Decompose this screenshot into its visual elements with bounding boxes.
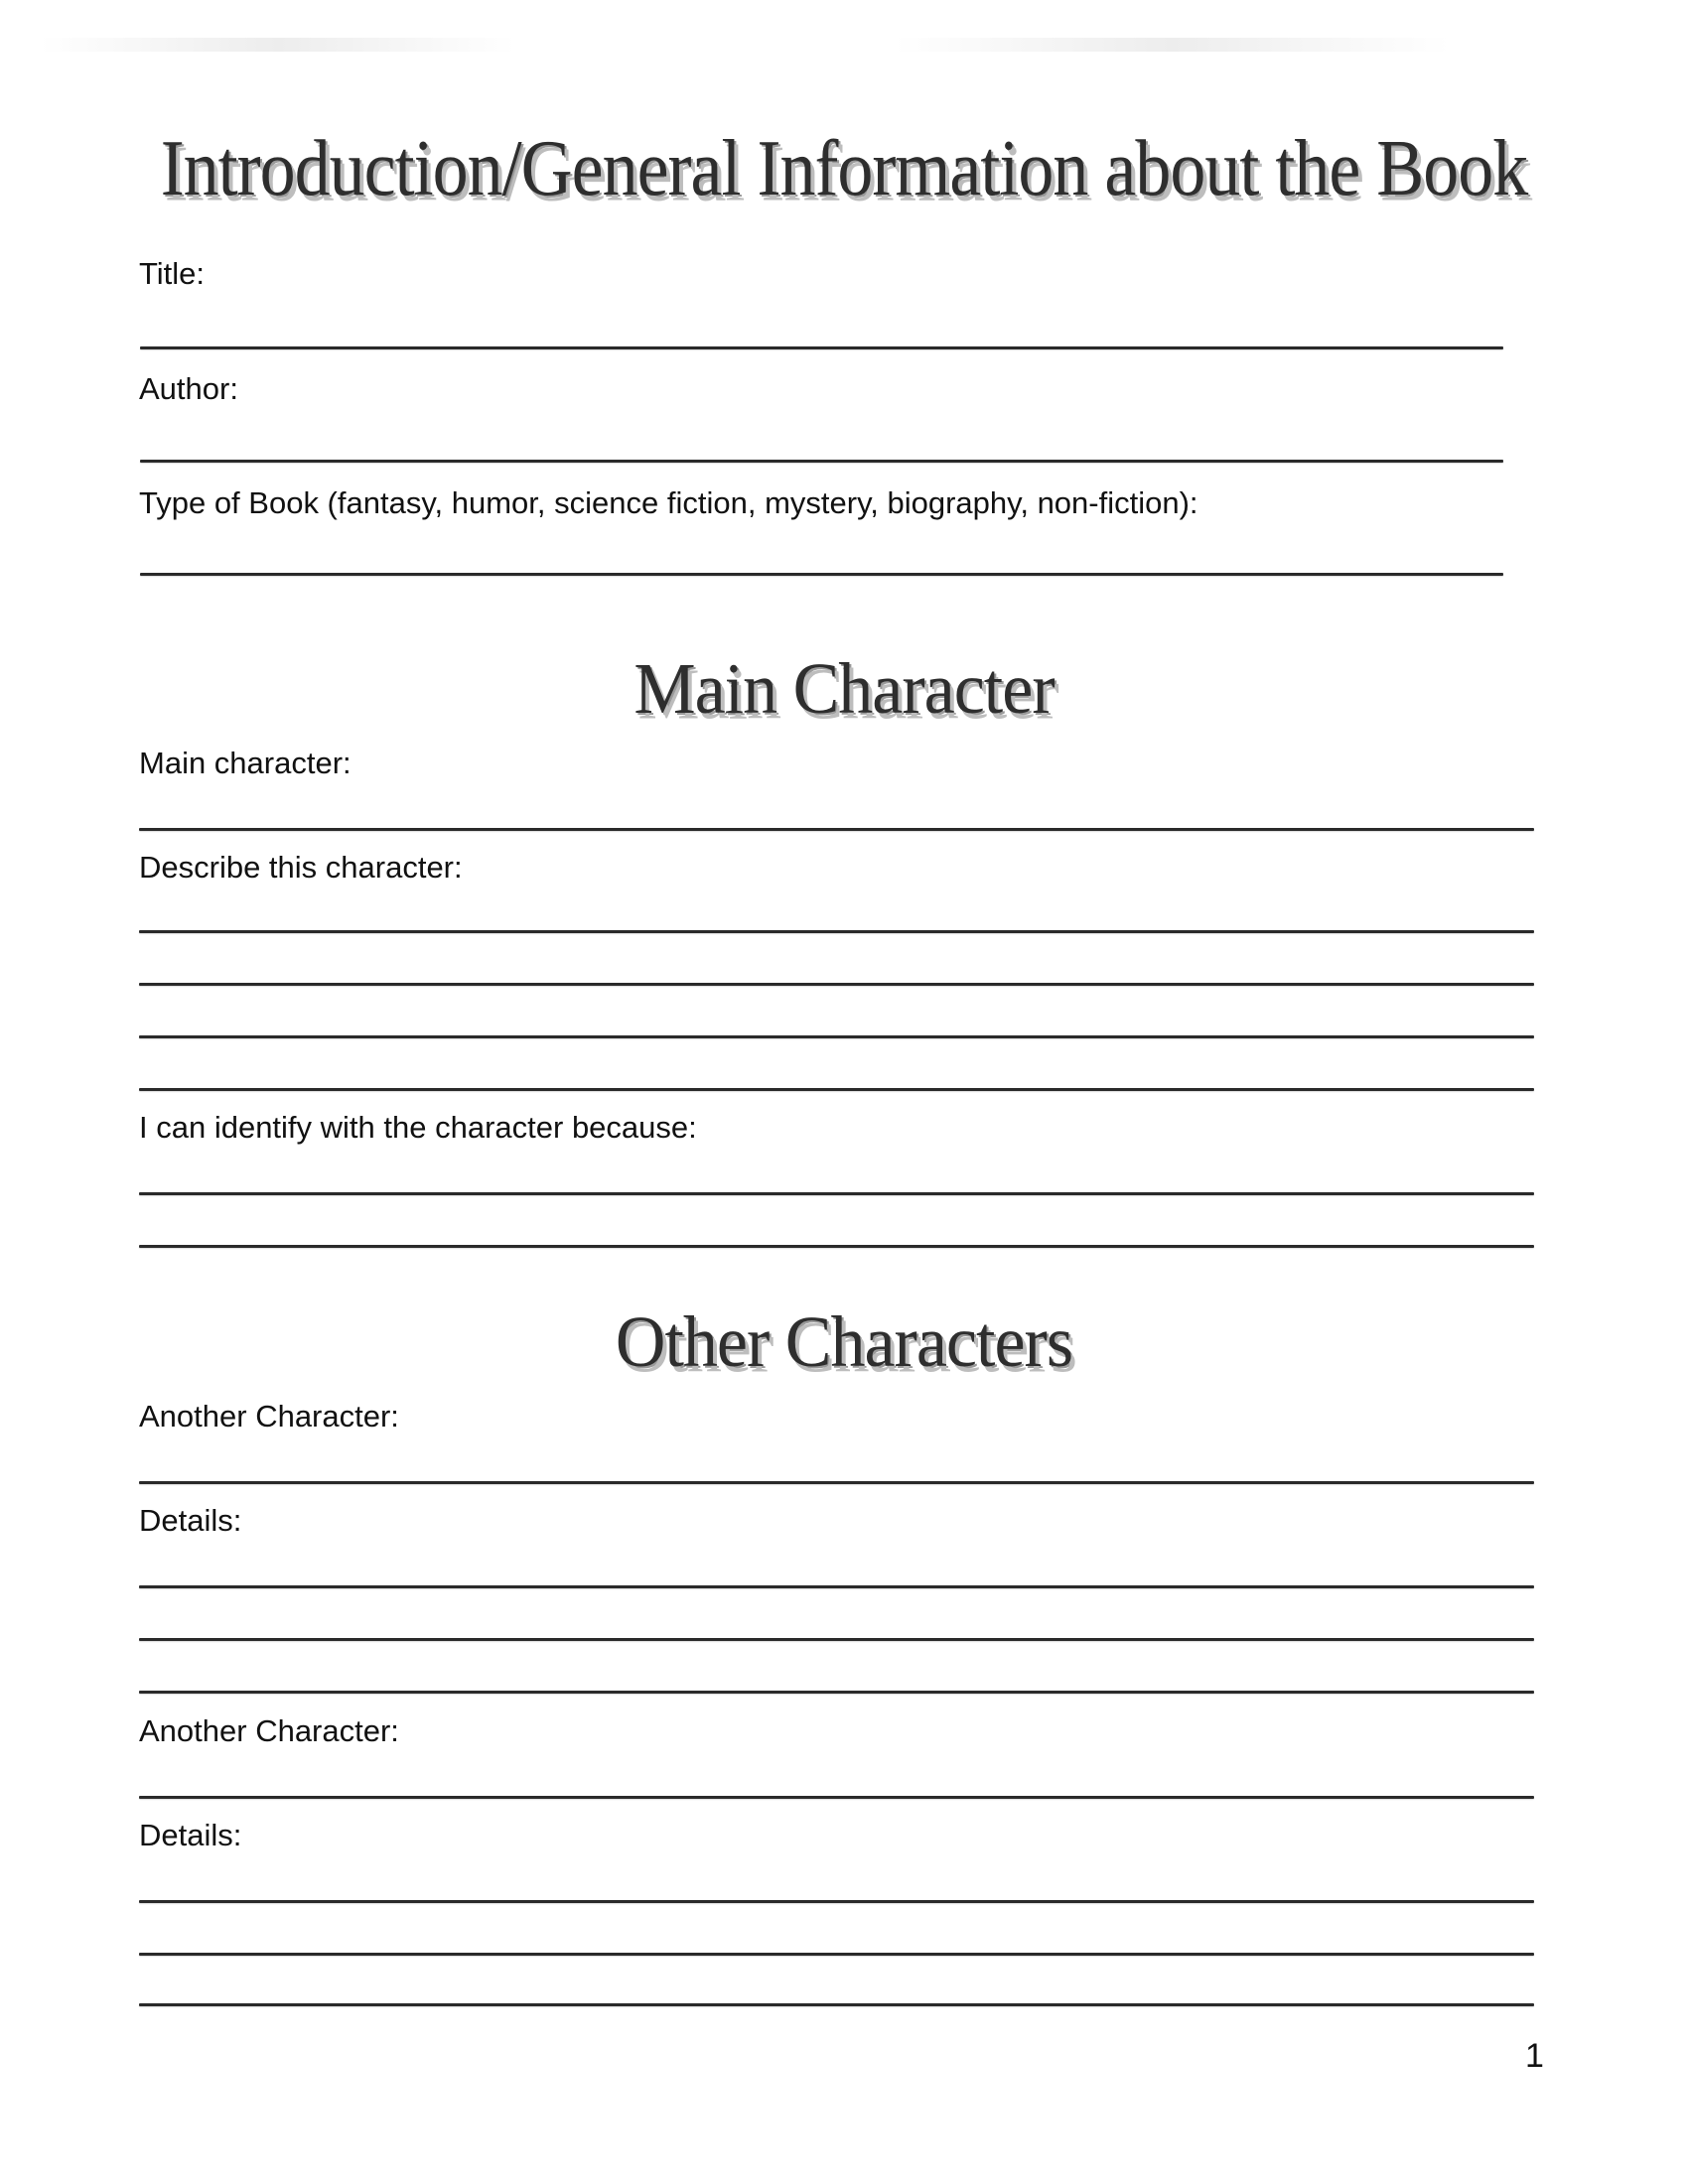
details-1-answer-line-3[interactable]	[139, 1691, 1534, 1694]
section-heading-intro: Introduction/General Information about the Book	[160, 123, 1528, 212]
main-character-answer-line[interactable]	[139, 828, 1534, 831]
scan-artifact	[40, 38, 516, 52]
main-character-label: Main character:	[139, 746, 352, 780]
another-character-answer-line-1[interactable]	[139, 1481, 1534, 1484]
details-2-answer-line-2[interactable]	[139, 1953, 1534, 1956]
describe-answer-line-4[interactable]	[139, 1088, 1534, 1091]
details-2-answer-line-3[interactable]	[139, 2003, 1534, 2006]
type-of-book-answer-line[interactable]	[140, 573, 1503, 576]
details-label-2: Details:	[139, 1818, 242, 1852]
title-label: Title:	[139, 256, 206, 291]
details-2-answer-line-1[interactable]	[139, 1900, 1534, 1903]
title-answer-line[interactable]	[140, 346, 1503, 349]
author-answer-line[interactable]	[140, 460, 1503, 463]
another-character-label-1: Another Character:	[139, 1399, 399, 1433]
section-heading-other-characters: Other Characters	[615, 1302, 1073, 1383]
details-1-answer-line-1[interactable]	[139, 1585, 1534, 1588]
describe-answer-line-1[interactable]	[139, 930, 1534, 933]
identify-answer-line-1[interactable]	[139, 1192, 1534, 1195]
section-heading-main-character: Main Character	[633, 649, 1055, 730]
details-1-answer-line-2[interactable]	[139, 1638, 1534, 1641]
page-number: 1	[1525, 2037, 1544, 2075]
describe-character-label: Describe this character:	[139, 850, 463, 885]
identify-with-character-label: I can identify with the character because:	[139, 1110, 697, 1145]
scan-artifact	[894, 38, 1450, 52]
another-character-label-2: Another Character:	[139, 1713, 399, 1748]
describe-answer-line-2[interactable]	[139, 983, 1534, 986]
details-label-1: Details:	[139, 1503, 242, 1538]
another-character-answer-line-2[interactable]	[139, 1796, 1534, 1799]
identify-answer-line-2[interactable]	[139, 1245, 1534, 1248]
type-of-book-label: Type of Book (fantasy, humor, science fiction, mystery, biography, non-fiction):	[139, 485, 1198, 520]
author-label: Author:	[139, 371, 238, 406]
describe-answer-line-3[interactable]	[139, 1035, 1534, 1038]
